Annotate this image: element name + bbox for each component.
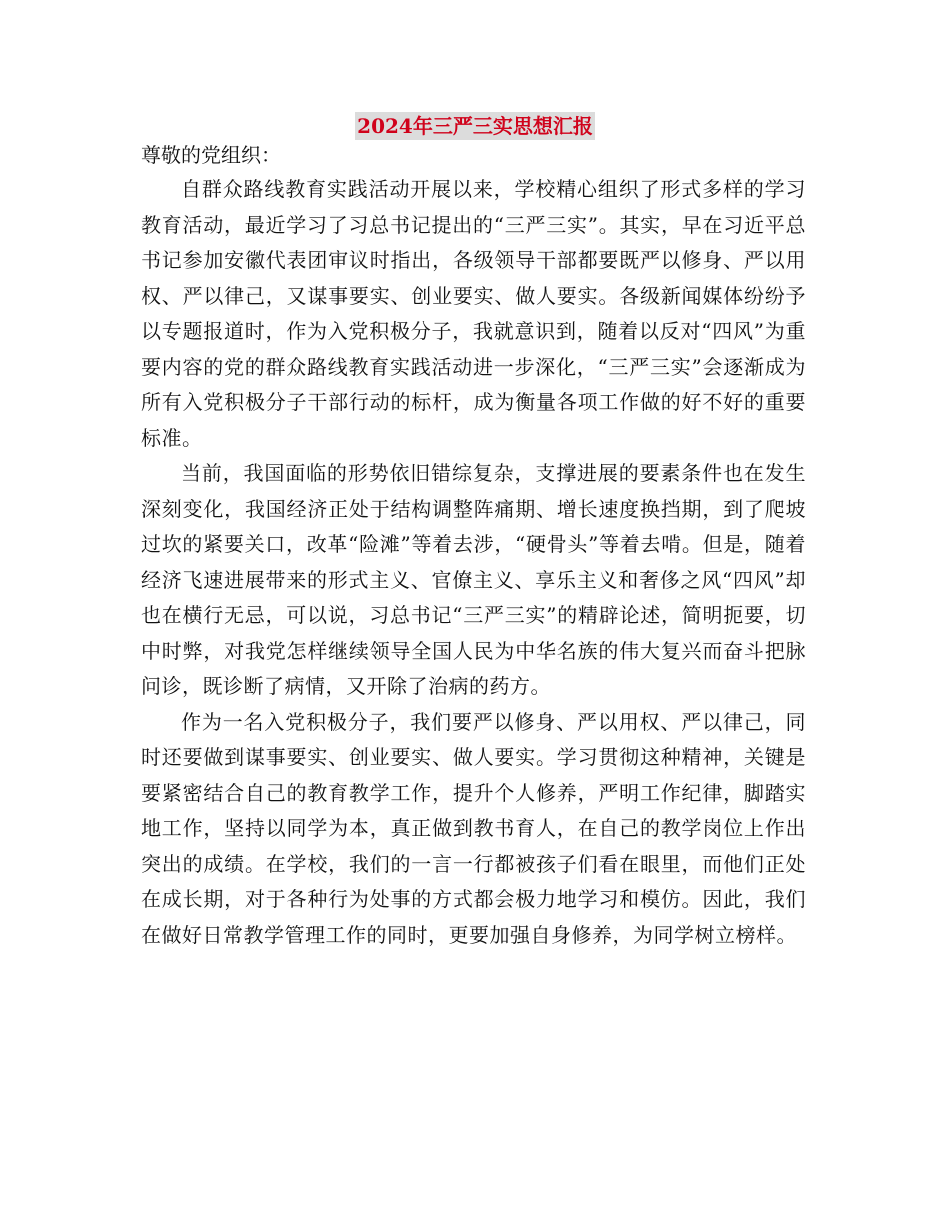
document-body	[141, 172, 806, 953]
paragraph-3: 作为一名入党积极分子，我们要严以修身、严以用权、严以律己，同时还要做到谋事要实、创业要实、做人要实。学习贯彻这种精神，关键是要紧密结合自己的教育教学工作，提升个人修养，严明工作纪律，脚踏实地工作，坚持以同学为本，真正做到教书育人，在自己的教学岗位上作出突出的成绩。在学校，我们的一言一行都被孩子们看在眼里，而他们正处在成长期，对于各种行为处事的方式都会极力地学习和模仿。因此，我们在做好日常教学管理工作的同时，更要加强自身修养，为同学树立榜样。	[141, 709, 806, 947]
paragraph-1: 自群众路线教育实践活动开展以来，学校精心组织了形式多样的学习教育活动，最近学习了习总书记提出的“三严三实”。其实，早在习近平总书记参加安徽代表团审议时指出，各级领导干部都要既严以修身、严以用权、严以律己，又谋事要实、创业要实、做人要实。各级新闻媒体纷纷予以专题报道时，作为入党积极分子，我就意识到，随着以反对“四风”为重要内容的党的群众路线教育实践活动进一步深化，“三严三实”会逐渐成为所有入党积极分子干部行动的标杆，成为衡量各项工作做的好不好的重要标准。	[141, 177, 806, 450]
paragraph-2: 当前，我国面临的形势依旧错综复杂，支撑进展的要素条件也在发生深刻变化，我国经济正处于结构调整阵痛期、增长速度换挡期，到了爬坡过坎的紧要关口，改革“险滩”等着去涉，“硬骨头”等着去啃。但是，随着经济飞速进展带来的形式主义、官僚主义、享乐主义和奢侈之风“四风”却也在横行无忌，可以说，习总书记“三严三实”的精辟论述，简明扼要，切中时弊，对我党怎样继续领导全国人民为中华名族的伟大复兴而奋斗把脉问诊，既诊断了病情，又开除了治病的药方。	[141, 461, 806, 698]
title-container	[0, 112, 950, 140]
document-title: 2024年三严三实思想汇报	[357, 114, 593, 138]
salutation: 尊敬的党组织：	[141, 143, 281, 167]
